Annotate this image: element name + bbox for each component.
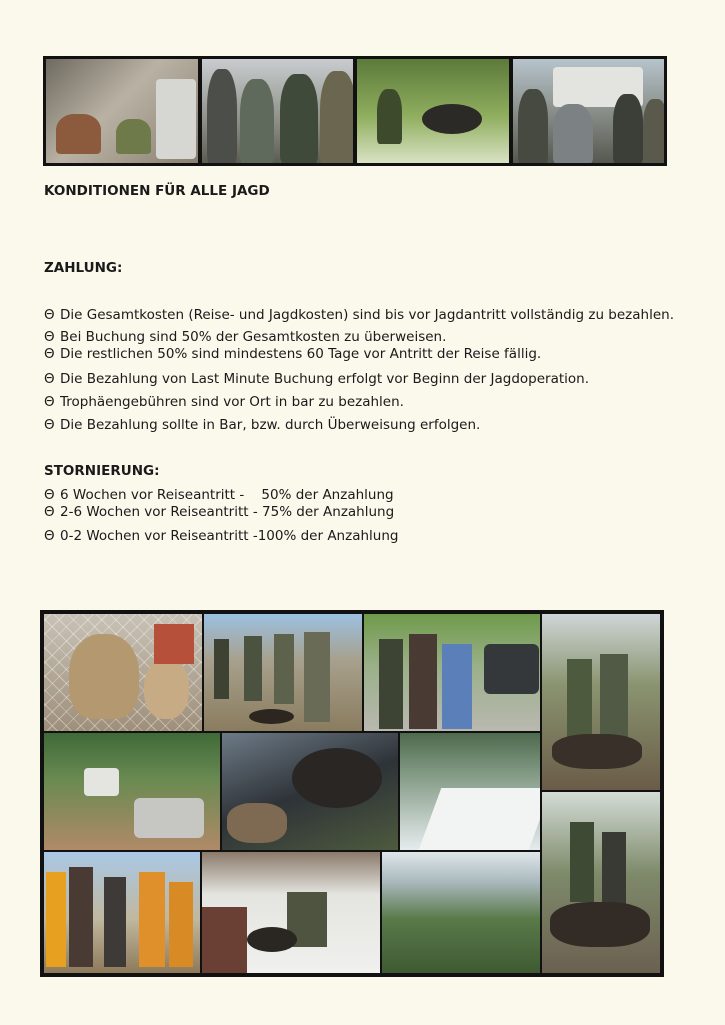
bullet-icon: Θ	[44, 329, 55, 345]
list-item: Θ 2-6 Wochen vor Reiseantritt - 75% der Anzahlung	[44, 504, 395, 520]
photo-hunters-in-snow	[202, 852, 380, 973]
bullet-icon: Θ	[44, 528, 55, 544]
photo-vehicle-interior	[46, 59, 198, 163]
bullet-icon: Θ	[44, 307, 55, 323]
photo-hunters-with-trophy	[542, 614, 660, 790]
stornierung-heading: STORNIERUNG:	[44, 463, 160, 479]
list-item: Θ Bei Buchung sind 50% der Gesamtkosten zu überweisen.	[44, 329, 447, 345]
photo-snowy-forest-road	[400, 733, 540, 850]
photo-hunters-in-field	[204, 614, 362, 731]
photo-wild-boar-trophy	[222, 733, 398, 850]
bullet-icon: Θ	[44, 417, 55, 433]
photo-hunter-with-boar	[357, 59, 509, 163]
list-item: Θ 0-2 Wochen vor Reiseantritt -100% der Anzahlung	[44, 528, 399, 544]
photo-hunters-with-boars	[542, 792, 660, 973]
bullet-icon: Θ	[44, 487, 55, 503]
photo-collage	[40, 610, 664, 977]
list-item: Θ Die restlichen 50% sind mindestens 60 Tage vor Antritt der Reise fällig.	[44, 346, 542, 362]
list-item: Θ Die Gesamtkosten (Reise- und Jagdkosten) sind bis vor Jagdantritt vollständig zu bezahlen.	[44, 307, 674, 323]
zahlung-heading: ZAHLUNG:	[44, 260, 123, 276]
bullet-icon: Θ	[44, 394, 55, 410]
photo-forest-road-vehicles	[44, 733, 220, 850]
photo-group-at-truck	[513, 59, 665, 163]
list-item: Θ Die Bezahlung von Last Minute Buchung erfolgt vor Beginn der Jagdoperation.	[44, 371, 589, 387]
list-item: Θ Die Bezahlung sollte in Bar, bzw. durch Überweisung erfolgen.	[44, 417, 481, 433]
photo-dogs-behind-fence	[44, 614, 202, 731]
list-item: Θ Trophäengebühren sind vor Ort in bar zu bezahlen.	[44, 394, 404, 410]
page-title: KONDITIONEN FÜR ALLE JAGD	[44, 183, 270, 199]
photo-hunters-talking	[202, 59, 354, 163]
stornierung-list	[44, 487, 398, 550]
bullet-icon: Θ	[44, 371, 55, 387]
bullet-icon: Θ	[44, 346, 55, 362]
bullet-icon: Θ	[44, 504, 55, 520]
photo-mountain-landscape	[382, 852, 540, 973]
top-photo-strip	[43, 56, 667, 166]
zahlung-list	[44, 307, 674, 439]
photo-group-by-suv	[364, 614, 540, 731]
photo-hunters-orange-vests	[44, 852, 200, 973]
list-item: Θ 6 Wochen vor Reiseantritt - 50% der Anzahlung	[44, 487, 394, 503]
